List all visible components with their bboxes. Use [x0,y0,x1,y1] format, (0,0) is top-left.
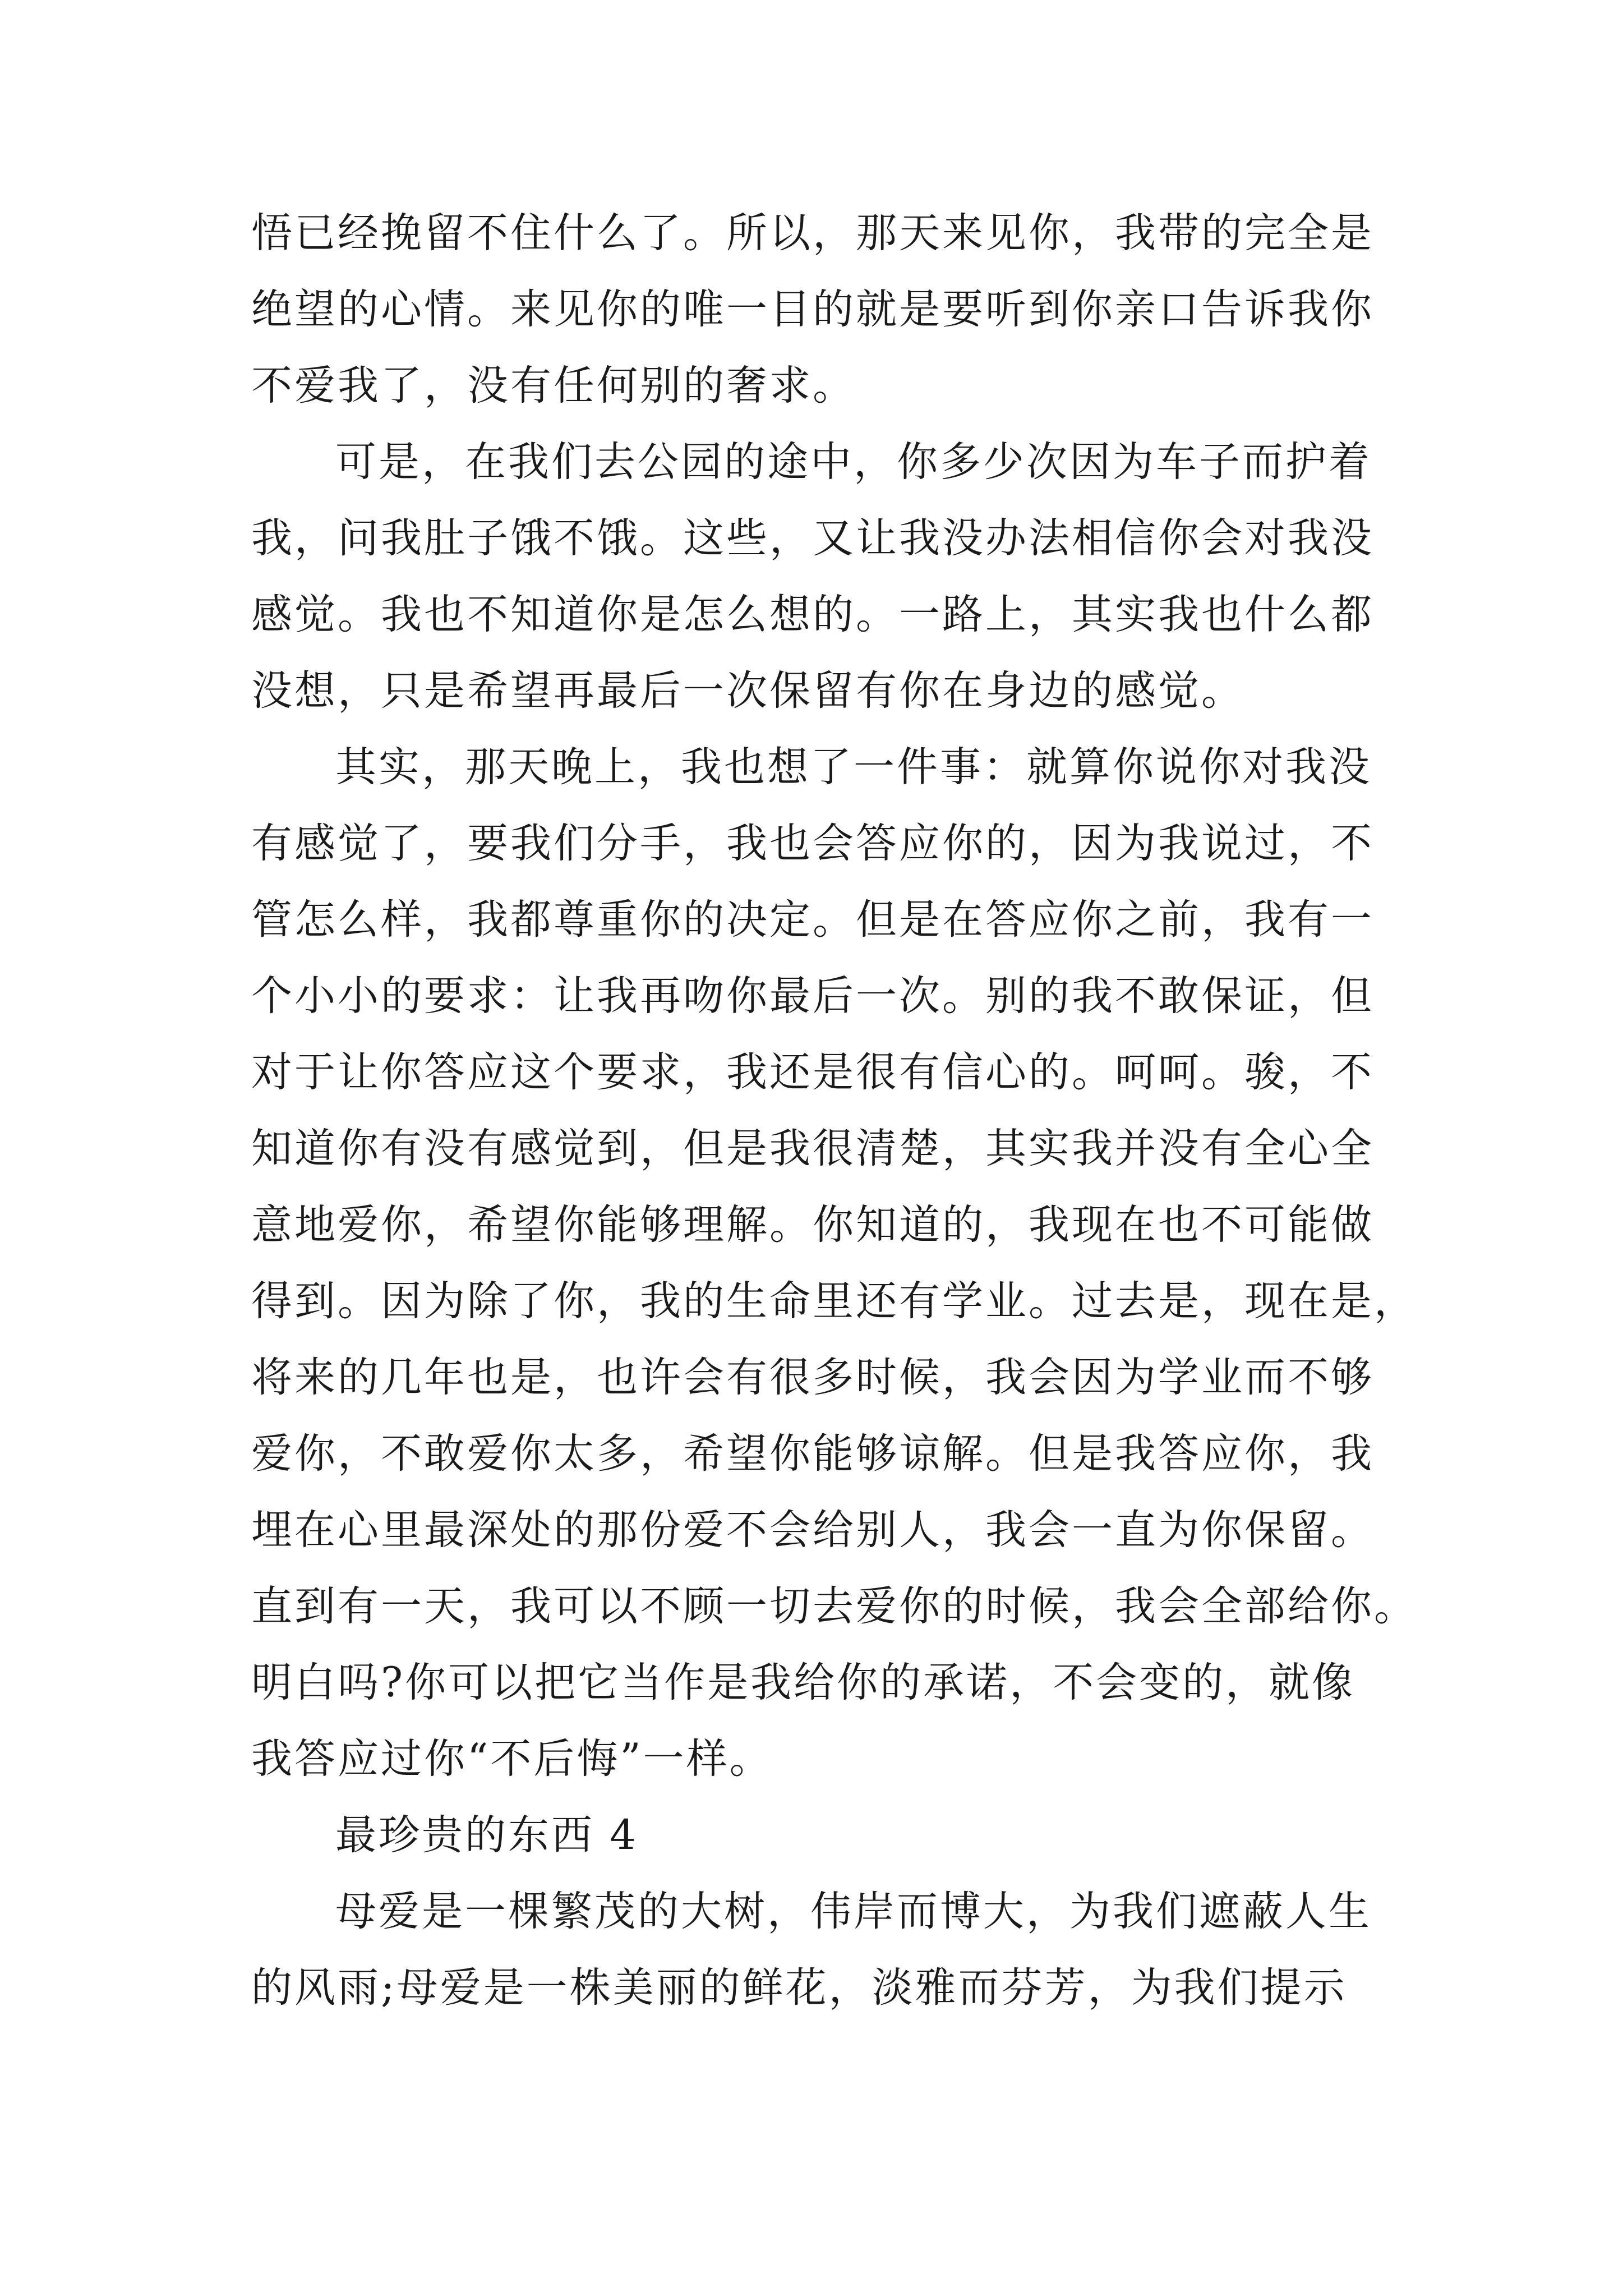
text-line: 可是，在我们去公园的途中，你多少次因为车子而护着 [335,438,1372,486]
text-line: 不爱我了，没有任何别的奢求。 [251,362,856,409]
text-line: 个小小的要求：让我再吻你最后一次。别的我不敢保证，但 [251,972,1374,1020]
text-line: 埋在心里最深处的那份爱不会给别人，我会一直为你保留。 [251,1506,1374,1554]
text-line: 母爱是一棵繁茂的大树，伟岸而博大，为我们遮蔽人生 [335,1888,1372,1935]
text-line: 我，问我肚子饿不饿。这些，又让我没办法相信你会对我没 [251,514,1374,562]
text-line: 直到有一天，我可以不顾一切去爱你的时候，我会全部给你。 [251,1582,1417,1630]
text-line: 知道你有没有感觉到，但是我很清楚，其实我并没有全心全 [251,1125,1374,1172]
text-line: 我答应过你“不后悔”一样。 [251,1735,773,1783]
text-line: 管怎么样，我都尊重你的决定。但是在答应你之前，我有一 [251,896,1374,944]
text-line: 爱你，不敢爱你太多，希望你能够谅解。但是我答应你，我 [251,1430,1374,1478]
text-line: 没想，只是希望再最后一次保留有你在身边的感觉。 [251,667,1244,715]
section-heading: 最珍贵的东西 4 [335,1811,638,1859]
text-line: 将来的几年也是，也许会有很多时候，我会因为学业而不够 [251,1354,1374,1401]
text-line: 得到。因为除了你，我的生命里还有学业。过去是，现在是， [251,1277,1417,1325]
text-line: 的风雨;母爱是一株美丽的鲜花，淡雅而芬芳，为我们提示 [251,1964,1347,2012]
text-line: 有感觉了，要我们分手，我也会答应你的，因为我说过，不 [251,820,1374,867]
text-line: 悟已经挽留不住什么了。所以，那天来见你，我带的完全是 [251,209,1374,257]
text-line: 其实，那天晚上，我也想了一件事：就算你说你对我没 [335,743,1372,791]
text-line: 对于让你答应这个要求，我还是很有信心的。呵呵。骏，不 [251,1048,1374,1096]
text-line: 绝望的心情。来见你的唯一目的就是要听到你亲口告诉我你 [251,286,1374,333]
body-text [251,195,1417,2026]
text-line: 意地爱你，希望你能够理解。你知道的，我现在也不可能做 [251,1201,1374,1249]
text-line: 明白吗?你可以把它当作是我给你的承诺，不会变的，就像 [251,1659,1355,1706]
text-line: 感觉。我也不知道你是怎么想的。一路上，其实我也什么都 [251,591,1374,638]
